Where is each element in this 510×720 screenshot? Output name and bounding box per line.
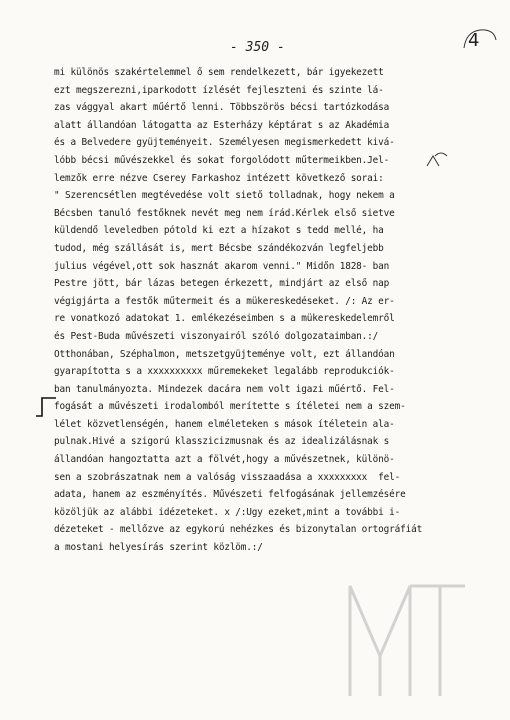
text-line: re vonatkozó adatokat 1. emlékezéseimben s a mükereskedelemről: [54, 313, 395, 325]
text-line: dézeteket - mellőzve az egykorú nehézkes és bizonytalan ortográfiát: [54, 524, 423, 536]
text-line: ban tanulmányozta. Mindezek dacára nem volt igazi műértő. Fel-: [54, 383, 395, 395]
text-line: lélet közvetlenségén, hanem elméleteken s mások ítéletein ala-: [54, 418, 395, 430]
text-line: lóbb bécsi művészekkel és sokat forgolódott műtermeikben.Jel-: [54, 154, 390, 166]
text-line: és a Belvedere gyüjteményeit. Személyesen megismerkedett kivá-: [54, 137, 395, 149]
text-line: ezt megszerezni,iparkodott ízlését fejleszteni és szinte lá-: [54, 84, 384, 96]
page-number: - 350 -: [230, 40, 285, 55]
sheet-number-circle-mark: [460, 26, 500, 54]
sheet-number: 4: [468, 30, 480, 51]
text-line: alatt állandóan látogatta az Esterházy képtárat s az Akadémia: [54, 119, 390, 131]
text-line: Pestre jött, bár lázas betegen érkezett, mindjárt az első nap: [54, 278, 390, 290]
text-line: pulnak.Hivé a szigorú klasszicizmusnak és az idealizálásnak s: [54, 436, 390, 448]
text-line: és Pest-Buda művészeti viszonyairól szóló dolgozataimban.:/: [54, 330, 379, 342]
text-line: a mostani helyesírás szerint közlöm.:/: [54, 542, 263, 554]
text-line: julius végével,ott sok hasznát akarom venni." Midőn 1828- ban: [54, 260, 390, 272]
text-line: állandóan hangoztatta azt a fölvét,hogy a művészetnek, különö-: [54, 454, 395, 466]
text-line: végigjárta a festők műtermeit és a mükereskedéseket. /: Az er-: [54, 295, 395, 307]
text-line: Bécsben tanuló festőknek nevét meg nem írád.Kérlek első sietve: [54, 207, 395, 219]
archive-watermark-logo: [340, 566, 470, 706]
text-line: Otthonában, Széphalmon, metszetgyüjteménye volt, ezt állandóan: [54, 348, 395, 360]
text-line: gyarapította s a xxxxxxxxxx műremekeket legalább reprodukciók-: [54, 366, 395, 378]
text-line: közöljük az alábbi idézeteket. x /:Ugy ezeket,mint a további i-: [54, 506, 401, 518]
text-line: lemzők erre nézve Cserey Farkashoz intézett következő sorai:: [54, 172, 384, 184]
text-line: sen a szobrászatnak nem a valóság visszaadása a xxxxxxxxx fel-: [54, 471, 401, 483]
text-line: zas vággyal akart műértő lenni. Többszörös bécsi tartózkodása: [54, 102, 390, 114]
text-line: mi különös szakértelemmel ő sem rendelkezett, bár igyekezett: [54, 67, 384, 78]
text-line: fogását a művészeti irodalomból merítette s ítéletei nem a szem-: [54, 401, 406, 413]
text-line: tudod, még szállását is, mert Bécsbe szándékozván legfeljebb: [54, 242, 384, 254]
text-line: " Szerencsétlen megtévedése volt siető tolladnak, hogy nekem a: [54, 190, 395, 202]
text-line: küldendő leveledben pótold ki ezt a hízakot s tedd mellé, ha: [54, 225, 384, 237]
typed-text-body: [54, 64, 498, 557]
text-line: adata, hanem az eszményítés. Művészeti felfogásának jellemzésére: [54, 489, 406, 501]
